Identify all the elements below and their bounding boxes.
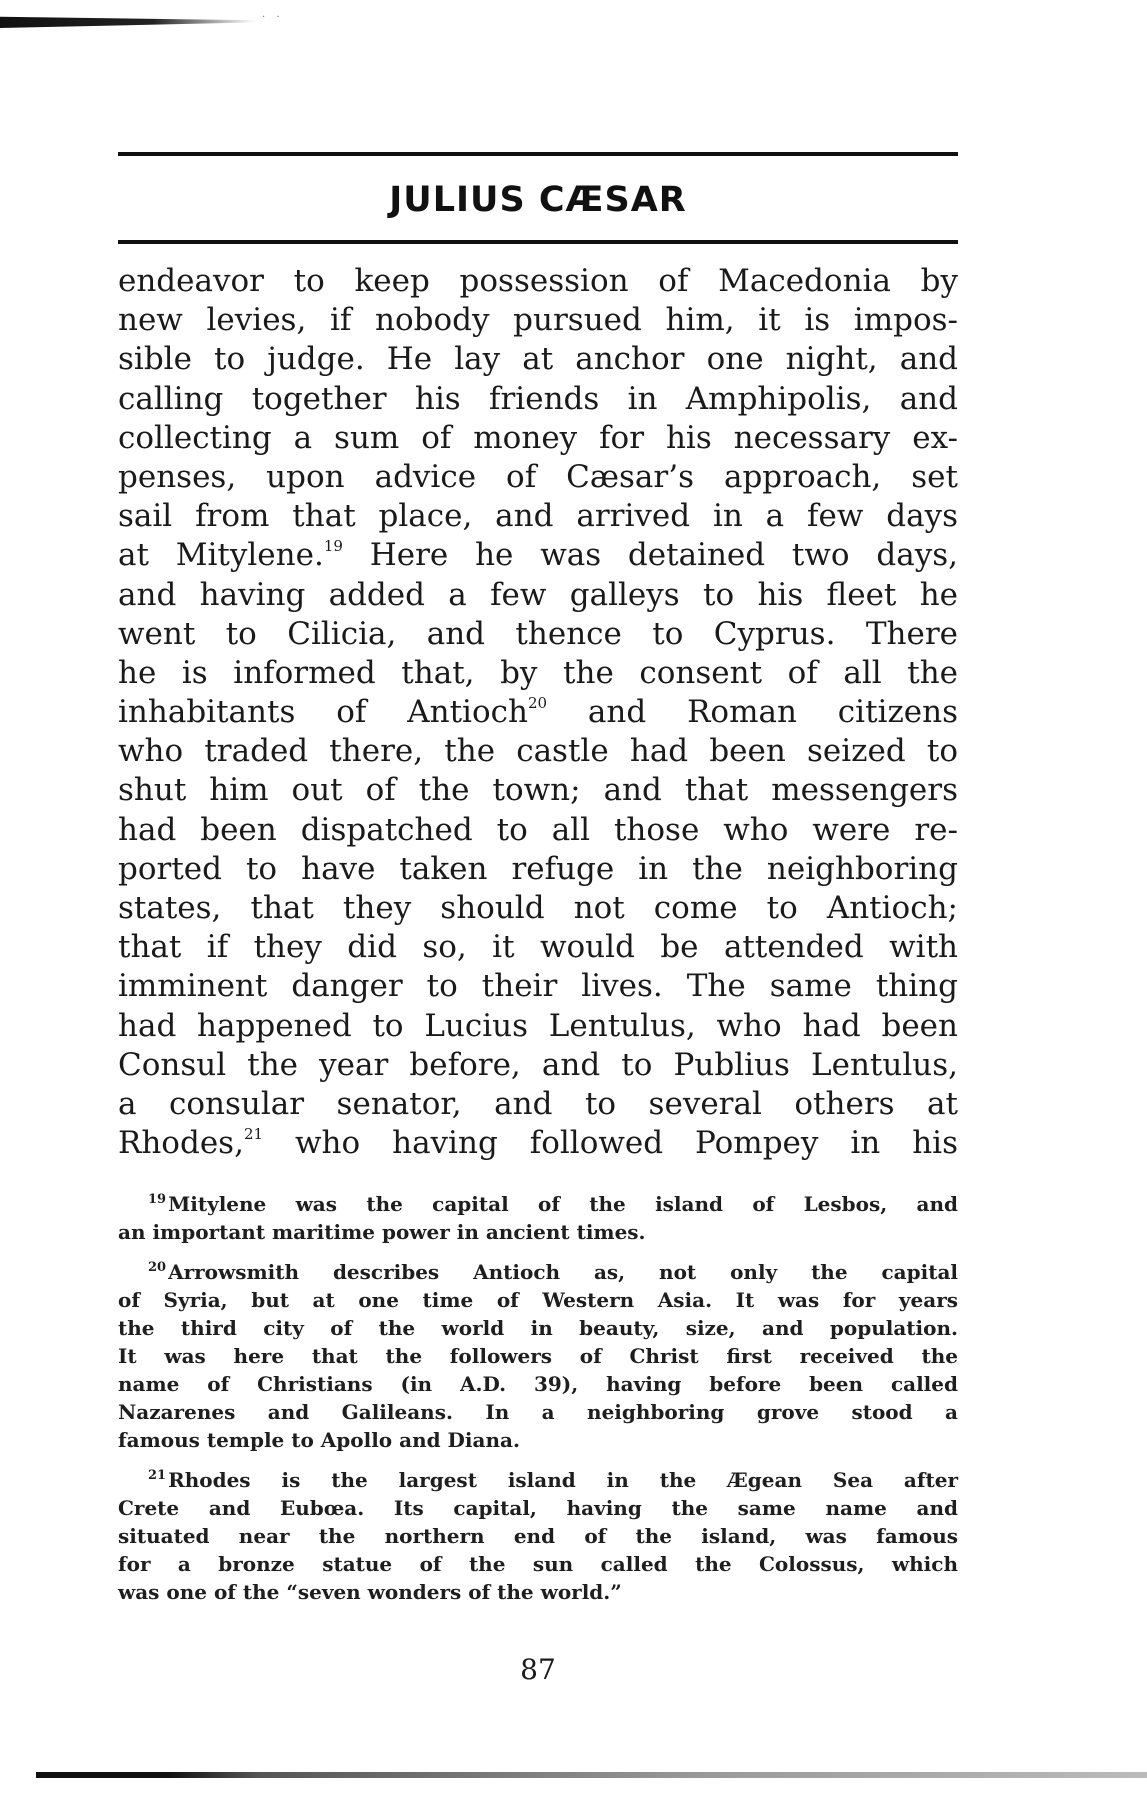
header-rule-top [118,152,958,156]
text-line: a consular senator, and to several others at [118,1085,958,1122]
footnote-line: was one of the “seven wonders of the world.” [118,1580,622,1604]
footnote-line [118,1258,958,1286]
text-fragment: Here he was detained two days, [369,537,958,574]
text-line: collecting a sum of money for his necessary ex- [118,419,958,456]
text-line: he is informed that, by the consent of all the [118,654,958,691]
text-line: had been dispatched to all those who were re- [118,811,958,848]
footnote-line: famous temple to Apollo and Diana. [118,1428,520,1452]
text-line: shut him out of the town; and that messengers [118,772,958,809]
scan-specks: · · [262,12,284,23]
text-line: ported to have taken refuge in the neighboring [118,850,958,887]
footnote-19 [118,1190,958,1246]
body-text [118,262,958,1163]
text-line: imminent danger to their lives. The same thing [118,968,958,1005]
footnote-text: Arrowsmith describes Antioch as, not only the capital [168,1260,958,1284]
footnote-ref-20: 20 [527,694,548,713]
text-fragment: who having followed Pompey in his [294,1125,958,1162]
text-fragment: and Roman citizens [587,694,958,731]
footnote-21 [118,1466,958,1606]
footnote-number: 21 [148,1468,167,1483]
footnote-text: Mitylene was the capital of the island of Lesbos, and [168,1192,958,1216]
scan-edge-mark-bottom [36,1772,1147,1778]
text-line: went to Cilicia, and thence to Cyprus. There [118,615,958,652]
scan-edge-mark [0,14,255,28]
running-title: JULIUS CÆSAR [389,180,687,220]
text-line: new levies, if nobody pursued him, it is impos- [118,302,958,339]
footnote-line: of Syria, but at one time of Western Asia. It was for years [118,1288,958,1312]
footnote-line: situated near the northern end of the island, was famous [118,1524,958,1548]
footnote-line: the third city of the world in beauty, size, and population. [118,1316,958,1340]
text-fragment: Rhodes, [118,1125,244,1162]
footnote-ref-19: 19 [323,537,343,556]
footnote-line: It was here that the followers of Christ first received the [118,1344,958,1368]
footnote-text: Rhodes is the largest island in the Ægean Sea after [168,1468,958,1492]
text-fragment: at Mitylene. [118,537,324,574]
footnote-line: Nazarenes and Galileans. In a neighboring grove stood a [118,1400,958,1424]
text-line: sible to judge. He lay at anchor one night, and [118,341,958,378]
footnote-line: Crete and Eubœa. Its capital, having the same name and [118,1496,958,1520]
footnote-number: 19 [148,1192,167,1207]
footnote-number: 20 [148,1260,167,1275]
text-line: Consul the year before, and to Publius Lentulus, [118,1046,958,1083]
footnote-line: name of Christians (in A.D. 39), having before been called [118,1372,958,1396]
text-line: sail from that place, and arrived in a few days [118,498,958,535]
text-line: penses, upon advice of Cæsar’s approach, set [118,458,958,495]
footnote-line [118,1466,958,1494]
text-line [118,1124,958,1163]
page-number: 87 [520,1653,556,1686]
footnote-line: for a bronze statue of the sun called the Colossus, which [118,1552,958,1576]
text-line: states, that they should not come to Antioch; [118,890,958,926]
footnote-line [118,1190,958,1218]
footnotes [118,1190,958,1618]
text-fragment: inhabitants of Antioch [118,694,528,731]
text-line: endeavor to keep possession of Macedonia by [118,263,958,299]
footnote-20 [118,1258,958,1454]
text-line: had happened to Lucius Lentulus, who had been [118,1007,958,1044]
text-line [118,693,958,732]
footnote-ref-21: 21 [243,1125,264,1144]
text-line: calling together his friends in Amphipolis, and [118,380,958,417]
text-line: that if they did so, it would be attended with [118,929,958,966]
footnote-line: an important maritime power in ancient times. [118,1220,646,1244]
header-rule-bottom [118,240,958,244]
text-line: who traded there, the castle had been seized to [118,733,958,770]
text-line: and having added a few galleys to his fleet he [118,576,958,613]
text-line [118,536,958,575]
